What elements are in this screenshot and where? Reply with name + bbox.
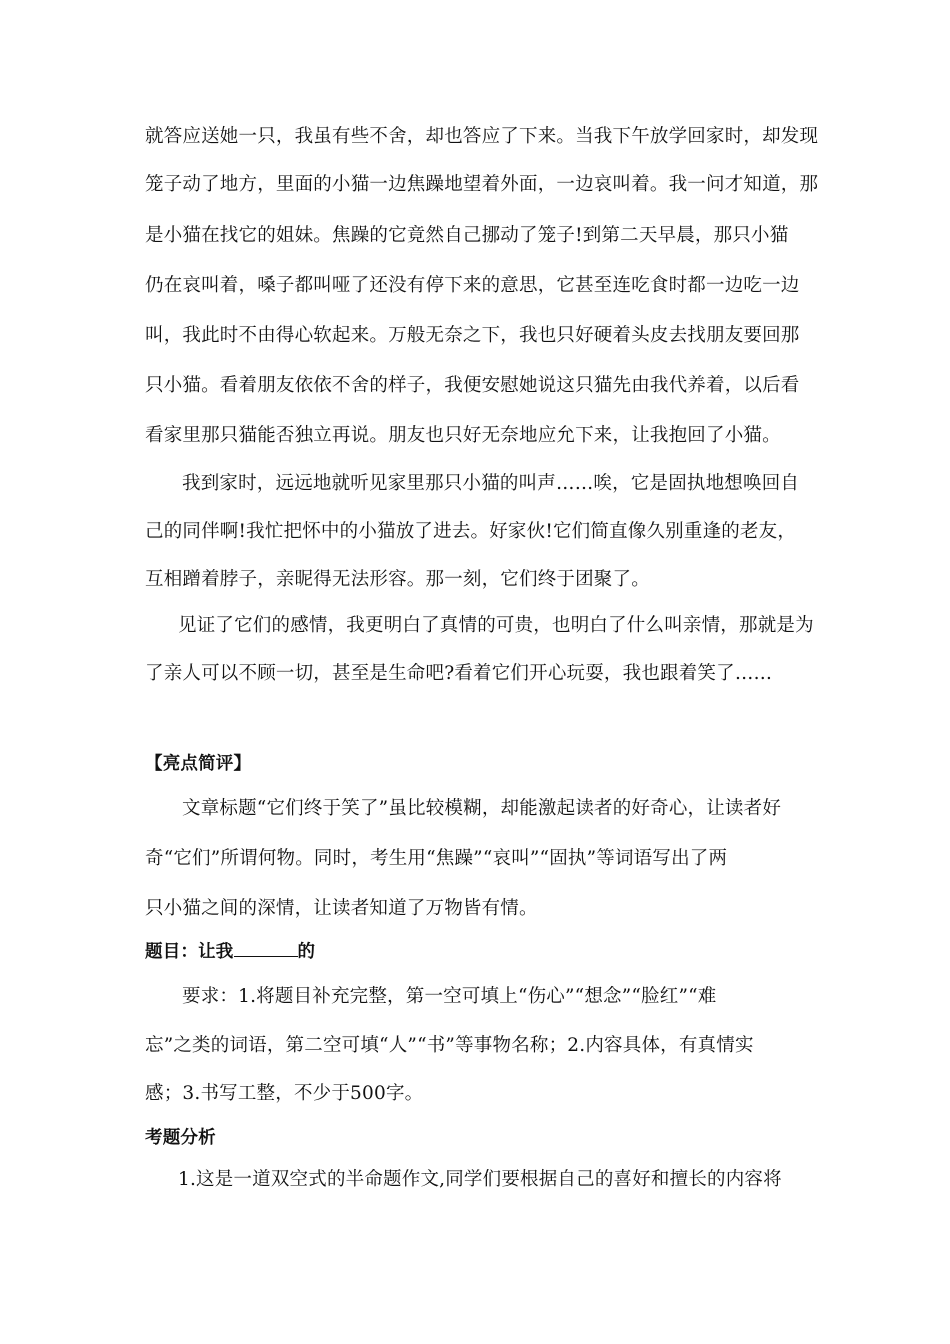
review-line-2: 奇“它们”所谓何物。同时，考生用“焦躁”“哀叫”“固执”等词语写出了两 [145,848,728,869]
story-line-4: 仍在哀叫着，嗓子都叫哑了还没有停下来的意思，它甚至连吃食时都一边吃一边 [145,275,800,296]
story-line-12: 了亲人可以不顾一切，甚至是生命吧?看着它们开心玩耍，我也跟着笑了…… [145,663,773,684]
story-line-5: 叫，我此时不由得心软起来。万般无奈之下，我也只好硬着头皮去找朋友要回那 [145,325,800,346]
story-line-2: 笼子动了地方，里面的小猫一边焦躁地望着外面，一边哀叫着。我一问才知道，那 [145,174,819,195]
requirement-line-2: 忘”之类的词语，第二空可填“人”“书”等事物名称；2.内容具体，有真情实 [145,1035,754,1056]
story-line-7: 看家里那只猫能否独立再说。朋友也只好无奈地应允下来，让我抱回了小猫。 [145,425,781,446]
story-line-6: 只小猫。看着朋友依依不舍的样子，我便安慰她说这只猫先由我代养着，以后看 [145,375,800,396]
story-line-10: 互相蹭着脖子，亲昵得无法形容。那一刻，它们终于团聚了。 [145,569,650,590]
review-line-3: 只小猫之间的深情，让读者知道了万物皆有情。 [145,898,538,919]
story-line-1: 就答应送她一只，我虽有些不舍，却也答应了下来。当我下午放学回家时，却发现 [145,126,819,147]
prompt-title-prefix: 题目：让我 [145,942,234,962]
analysis-line-1: 1.这是一道双空式的半命题作文,同学们要根据自己的喜好和擅长的内容将 [178,1169,782,1190]
story-line-9: 己的同伴啊!我忙把怀中的小猫放了进去。好家伙!它们简直像久别重逢的老友， [145,521,797,542]
review-line-1: 文章标题“它们终于笑了”虽比较模糊，却能激起读者的好奇心，让读者好 [182,798,782,819]
title-blank [234,938,298,957]
story-line-8: 我到家时，远远地就听见家里那只小猫的叫声……唉，它是固执地想唤回自 [182,473,800,494]
analysis-heading: 考题分析 [145,1128,216,1148]
prompt-title [145,938,315,964]
prompt-title-suffix: 的 [297,942,316,962]
review-heading: 【亮点简评】 [145,754,252,774]
story-line-3: 是小猫在找它的姐妹。焦躁的它竟然自己挪动了笼子!到第二天早晨，那只小猫 [145,225,789,246]
requirement-line-3: 感；3.书写工整，不少于500字。 [145,1083,424,1104]
requirement-line-1: 要求：1.将题目补充完整，第一空可填上“伤心”“想念”“脸红”“难 [182,986,717,1007]
story-line-11: 见证了它们的感情，我更明白了真情的可贵，也明白了什么叫亲情，那就是为 [178,615,814,636]
